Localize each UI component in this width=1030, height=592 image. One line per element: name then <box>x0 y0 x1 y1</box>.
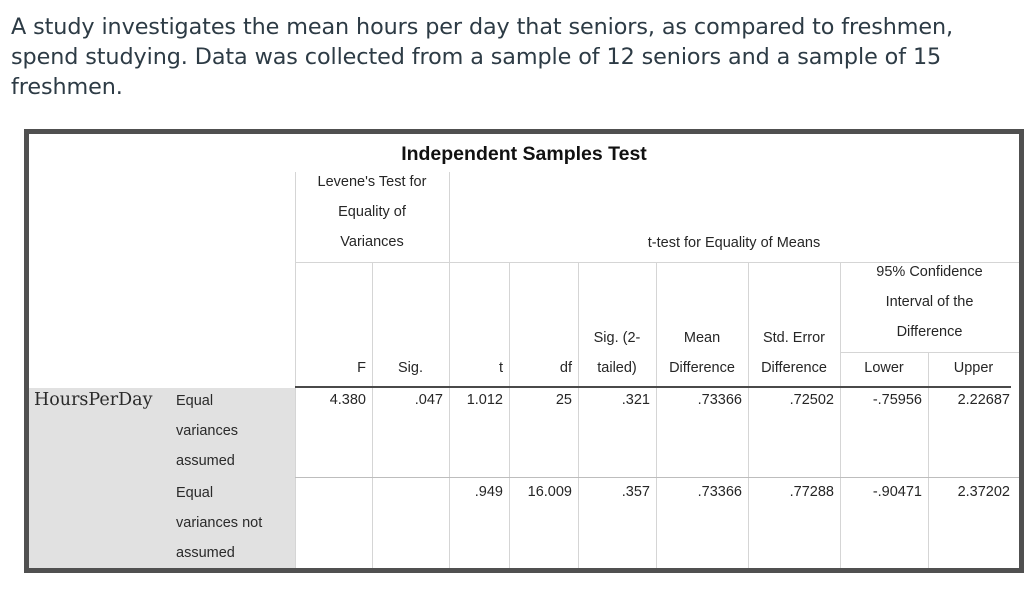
row-header-background <box>29 388 295 568</box>
grid-line <box>840 352 1019 353</box>
ci-header-3: Difference <box>896 324 963 340</box>
row2-sig2: .357 <box>621 484 650 500</box>
col-se-line1: Std. Error <box>762 330 826 346</box>
row1-t: 1.012 <box>466 392 503 408</box>
row2-se-diff: .77288 <box>789 484 834 500</box>
ci-header-1: 95% Confidence <box>876 264 983 280</box>
row2-label-line3: assumed <box>176 545 235 561</box>
row1-label-line1: Equal <box>176 393 214 409</box>
row1-label-line3: assumed <box>176 453 235 469</box>
grid-line <box>509 262 510 568</box>
row1-label-line2: variances <box>176 423 239 439</box>
col-df: df <box>559 360 572 376</box>
variable-name: HoursPerDay <box>34 390 153 410</box>
table-title: Independent Samples Test <box>401 143 647 165</box>
header-rule <box>295 386 1011 388</box>
row2-mean-diff: .73366 <box>697 484 742 500</box>
levene-header-1: Levene's Test for <box>317 174 427 190</box>
col-se-line2: Difference <box>761 360 827 376</box>
col-sig: Sig. <box>398 360 423 376</box>
row1-sig: .047 <box>414 392 443 408</box>
row2-upper: 2.37202 <box>957 484 1010 500</box>
col-upper: Upper <box>953 360 994 376</box>
levene-header-2: Equality of <box>338 204 406 220</box>
col-sig2-line1: Sig. (2- <box>593 330 641 346</box>
row1-upper: 2.22687 <box>957 392 1010 408</box>
grid-line <box>928 352 929 568</box>
row1-lower: -.75956 <box>872 392 922 408</box>
grid-line <box>295 262 1019 263</box>
row2-label-line1: Equal <box>176 485 214 501</box>
row-divider <box>169 477 1019 478</box>
row1-se-diff: .72502 <box>789 392 834 408</box>
grid-line <box>748 262 749 568</box>
col-f: F <box>357 360 366 376</box>
row1-mean-diff: .73366 <box>697 392 742 408</box>
col-sig2-line2: tailed) <box>597 360 637 376</box>
row2-t: .949 <box>474 484 503 500</box>
question-text: A study investigates the mean hours per day that seniors, as compared to freshmen, spend studying. Data was collected from a sample of 12 seniors and a sample of 15 freshmen. <box>11 14 954 100</box>
ttest-header: t-test for Equality of Means <box>647 235 821 251</box>
grid-line <box>656 262 657 568</box>
row2-df: 16.009 <box>527 484 572 500</box>
grid-line <box>578 262 579 568</box>
ci-header-2: Interval of the <box>885 294 974 310</box>
spss-output-table <box>24 129 1024 573</box>
col-mean-line2: Difference <box>669 360 735 376</box>
row1-sig2: .321 <box>621 392 650 408</box>
row2-lower: -.90471 <box>872 484 922 500</box>
levene-header-3: Variances <box>340 234 404 250</box>
col-t: t <box>498 360 503 376</box>
row1-f: 4.380 <box>329 392 366 408</box>
row2-label-line2: variances not <box>176 515 263 531</box>
grid-line <box>372 262 373 568</box>
col-mean-line1: Mean <box>683 330 721 346</box>
row1-df: 25 <box>555 392 572 408</box>
col-lower: Lower <box>864 360 904 376</box>
